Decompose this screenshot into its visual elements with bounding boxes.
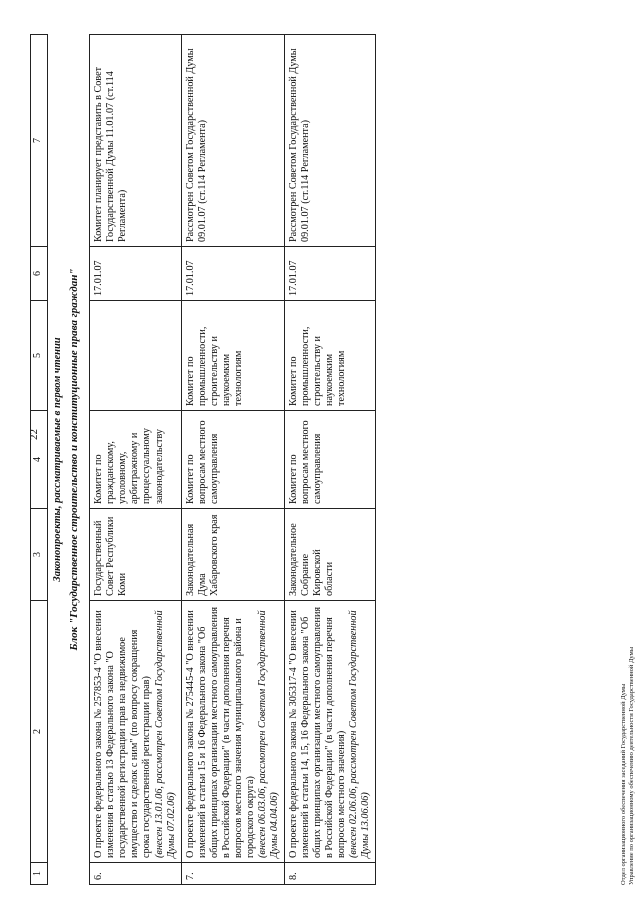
- col-number: 3: [31, 509, 48, 601]
- bill-note: (внесен 02.06.06, рассмотрен Советом Государственной Думы 13.06.06): [347, 610, 371, 858]
- date: 17.01.07: [90, 247, 181, 301]
- col-number: 1: [31, 863, 48, 885]
- status: Комитет планирует представить в Совет Государственной Думы 11.01.07 (ст.114 Регламента): [90, 35, 181, 247]
- block-title: Блок "Государственное строительство и конституционные права граждан": [68, 268, 81, 651]
- bill-note: (внесен 13.01.06, рассмотрен Советом Государственной Думы 07.02.06): [153, 610, 177, 858]
- co-committee: Комитет по промышленности, строительству и наукоемким технологиям: [284, 301, 375, 411]
- col-number: 4: [31, 411, 48, 509]
- responsible-committee: Комитет по гражданскому, уголовному, арбитражному и процессуальному законодательству: [90, 411, 181, 509]
- date: 17.01.07: [284, 247, 375, 301]
- agenda-table: [30, 34, 376, 885]
- footer-line: Отдел организационного обеспечения заседаний Государственной Думы: [620, 683, 627, 885]
- co-committee: Комитет по промышленности, строительству и наукоемким технологиям: [181, 301, 284, 411]
- row-number: 8.: [284, 863, 375, 885]
- col-number: 2: [31, 601, 48, 863]
- bill-note: (внесен 06.03.06, рассмотрен Советом Государственной Думы 04.04.06): [256, 610, 280, 858]
- bill-title: О проекте федерального закона № 305317-4 "О внесении изменений в статьи 14, 15, 16 Федерального закона "Об общих принципах организации местного самоуправления в Российской Федерации" (в части дополнения перечня вопросов местного значения): [287, 606, 347, 858]
- section-title: Законопроекты, рассматриваемые в первом чтении: [52, 337, 63, 582]
- row-number: 6.: [90, 863, 181, 885]
- footer: [620, 35, 636, 885]
- table-row: [181, 35, 284, 885]
- col-number: 6: [31, 247, 48, 301]
- col-number: 5: [31, 301, 48, 411]
- status: Рассмотрен Советом Государственной Думы 09.01.07 (ст.114 Регламента): [181, 35, 284, 247]
- footer-line: Управление по организационному обеспечению деятельности Государственной Думы: [627, 646, 635, 885]
- responsible-committee: Комитет по вопросам местного самоуправления: [181, 411, 284, 509]
- date: 17.01.07: [181, 247, 284, 301]
- table-row: [90, 35, 181, 885]
- column-number-row: [31, 35, 48, 885]
- page-number: 22: [28, 429, 40, 440]
- bill-author: Законодательное Собрание Кировской области: [284, 509, 375, 601]
- bill-author: Законодательная Дума Хабаровского края: [181, 509, 284, 601]
- row-number: 7.: [181, 863, 284, 885]
- status: Рассмотрен Советом Государственной Думы 09.01.07 (ст.114 Регламента): [284, 35, 375, 247]
- col-number: 7: [31, 35, 48, 247]
- bill-title: О проекте федерального закона № 275445-4 "О внесении изменений в статьи 15 и 16 Федерального закона "Об общих принципах организации местного самоуправления в Российской Федерации" (в части дополнения перечня вопросов местного значения муниципального района и городского округа): [184, 606, 256, 858]
- responsible-committee: Комитет по вопросам местного самоуправления: [284, 411, 375, 509]
- section-header-row: [48, 35, 90, 885]
- bill-title: О проекте федерального закона № 257853-4 "О внесении изменения в статью 13 Федерального закона "О государственной регистрации прав на недвижимое имущество и сделок с ним" (по вопросу сокращения срока государственной регистрации прав): [93, 610, 153, 858]
- table-row: [284, 35, 375, 885]
- rotated-page-content: [20, 15, 640, 885]
- co-committee: [90, 301, 181, 411]
- bill-author: Государственный Совет Республики Коми: [90, 509, 181, 601]
